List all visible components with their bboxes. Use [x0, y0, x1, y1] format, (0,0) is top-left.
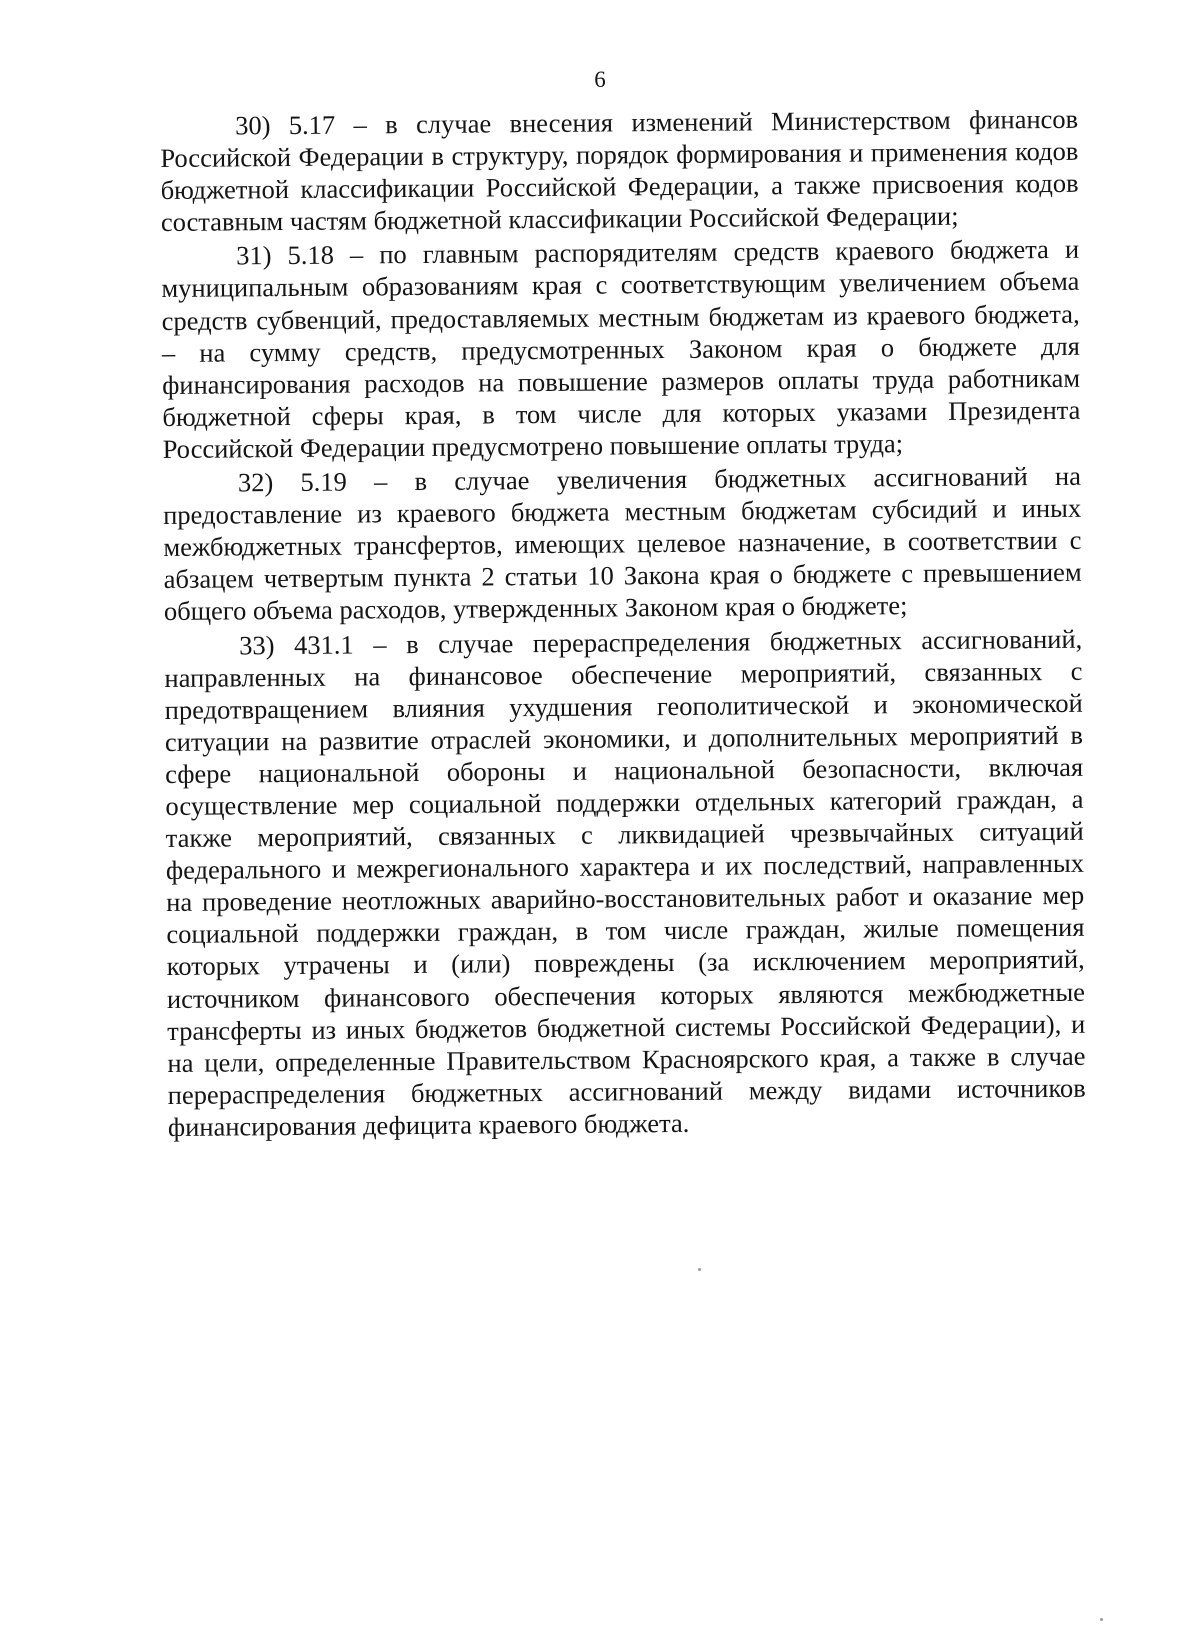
- scan-speck: [1100, 1618, 1103, 1621]
- list-item-30: 30) 5.17 – в случае внесения изменений Министерством финансов Российской Федерации в структуру, порядок формирования и применения кодов бюджетной классификации Российской Федерации, а также присвоения кодов составным частям бюджетной классификации Российской Федерации;: [160, 103, 1079, 238]
- page-number: 6: [594, 67, 606, 92]
- document-body: [160, 103, 1086, 1145]
- scan-speck: [698, 1268, 701, 1271]
- list-item-33: 33) 431.1 – в случае перераспределения бюджетных ассигнований, направленных на финансовое обеспечение мероприятий, связанных с предотвращением влияния ухудшения геополитической и экономической ситуации на развитие отраслей экономики, и дополнительных мероприятий в сфере национальной обороны и национальной безопасности, включая осуществление мер социальной поддержки отдельных категорий граждан, а также мероприятий, связанных с ликвидацией чрезвычайных ситуаций федерального и межрегионального характера и их последствий, направленных на проведение неотложных аварийно-восстановительных работ и оказание мер социальной поддержки граждан, в том числе граждан, жилые помещения которых утрачены и (или) повреждены (за исключением мероприятий, источником финансового обеспечения которых являются межбюджетные трансферты из иных бюджетов бюджетной системы Российской Федерации), и на цели, определенные Правительством Красноярского края, а также в случае перераспределения бюджетных ассигнований между видами источников финансирования дефицита краевого бюджета.: [164, 623, 1086, 1142]
- list-item-32: 32) 5.19 – в случае увеличения бюджетных ассигнований на предоставление из краевого бюджета местным бюджетам субсидий и иных межбюджетных трансфертов, имеющих целевое назначение, в соответствии с абзацем четвертым пункта 2 статьи 10 Закона края о бюджете с превышением общего объема расходов, утвержденных Законом края о бюджете;: [163, 460, 1082, 627]
- list-item-31: 31) 5.18 – по главным распорядителям средств краевого бюджета и муниципальным образованиям края с соответствующим увеличением объема средств субвенций, предоставляемых местным бюджетам из краевого бюджета, – на сумму средств, предусмотренных Законом края о бюджете для финансирования расходов на повышение размеров оплаты труда работникам бюджетной сферы края, в том числе для которых указами Президента Российской Федерации предусмотрено повышение оплаты труда;: [161, 234, 1081, 464]
